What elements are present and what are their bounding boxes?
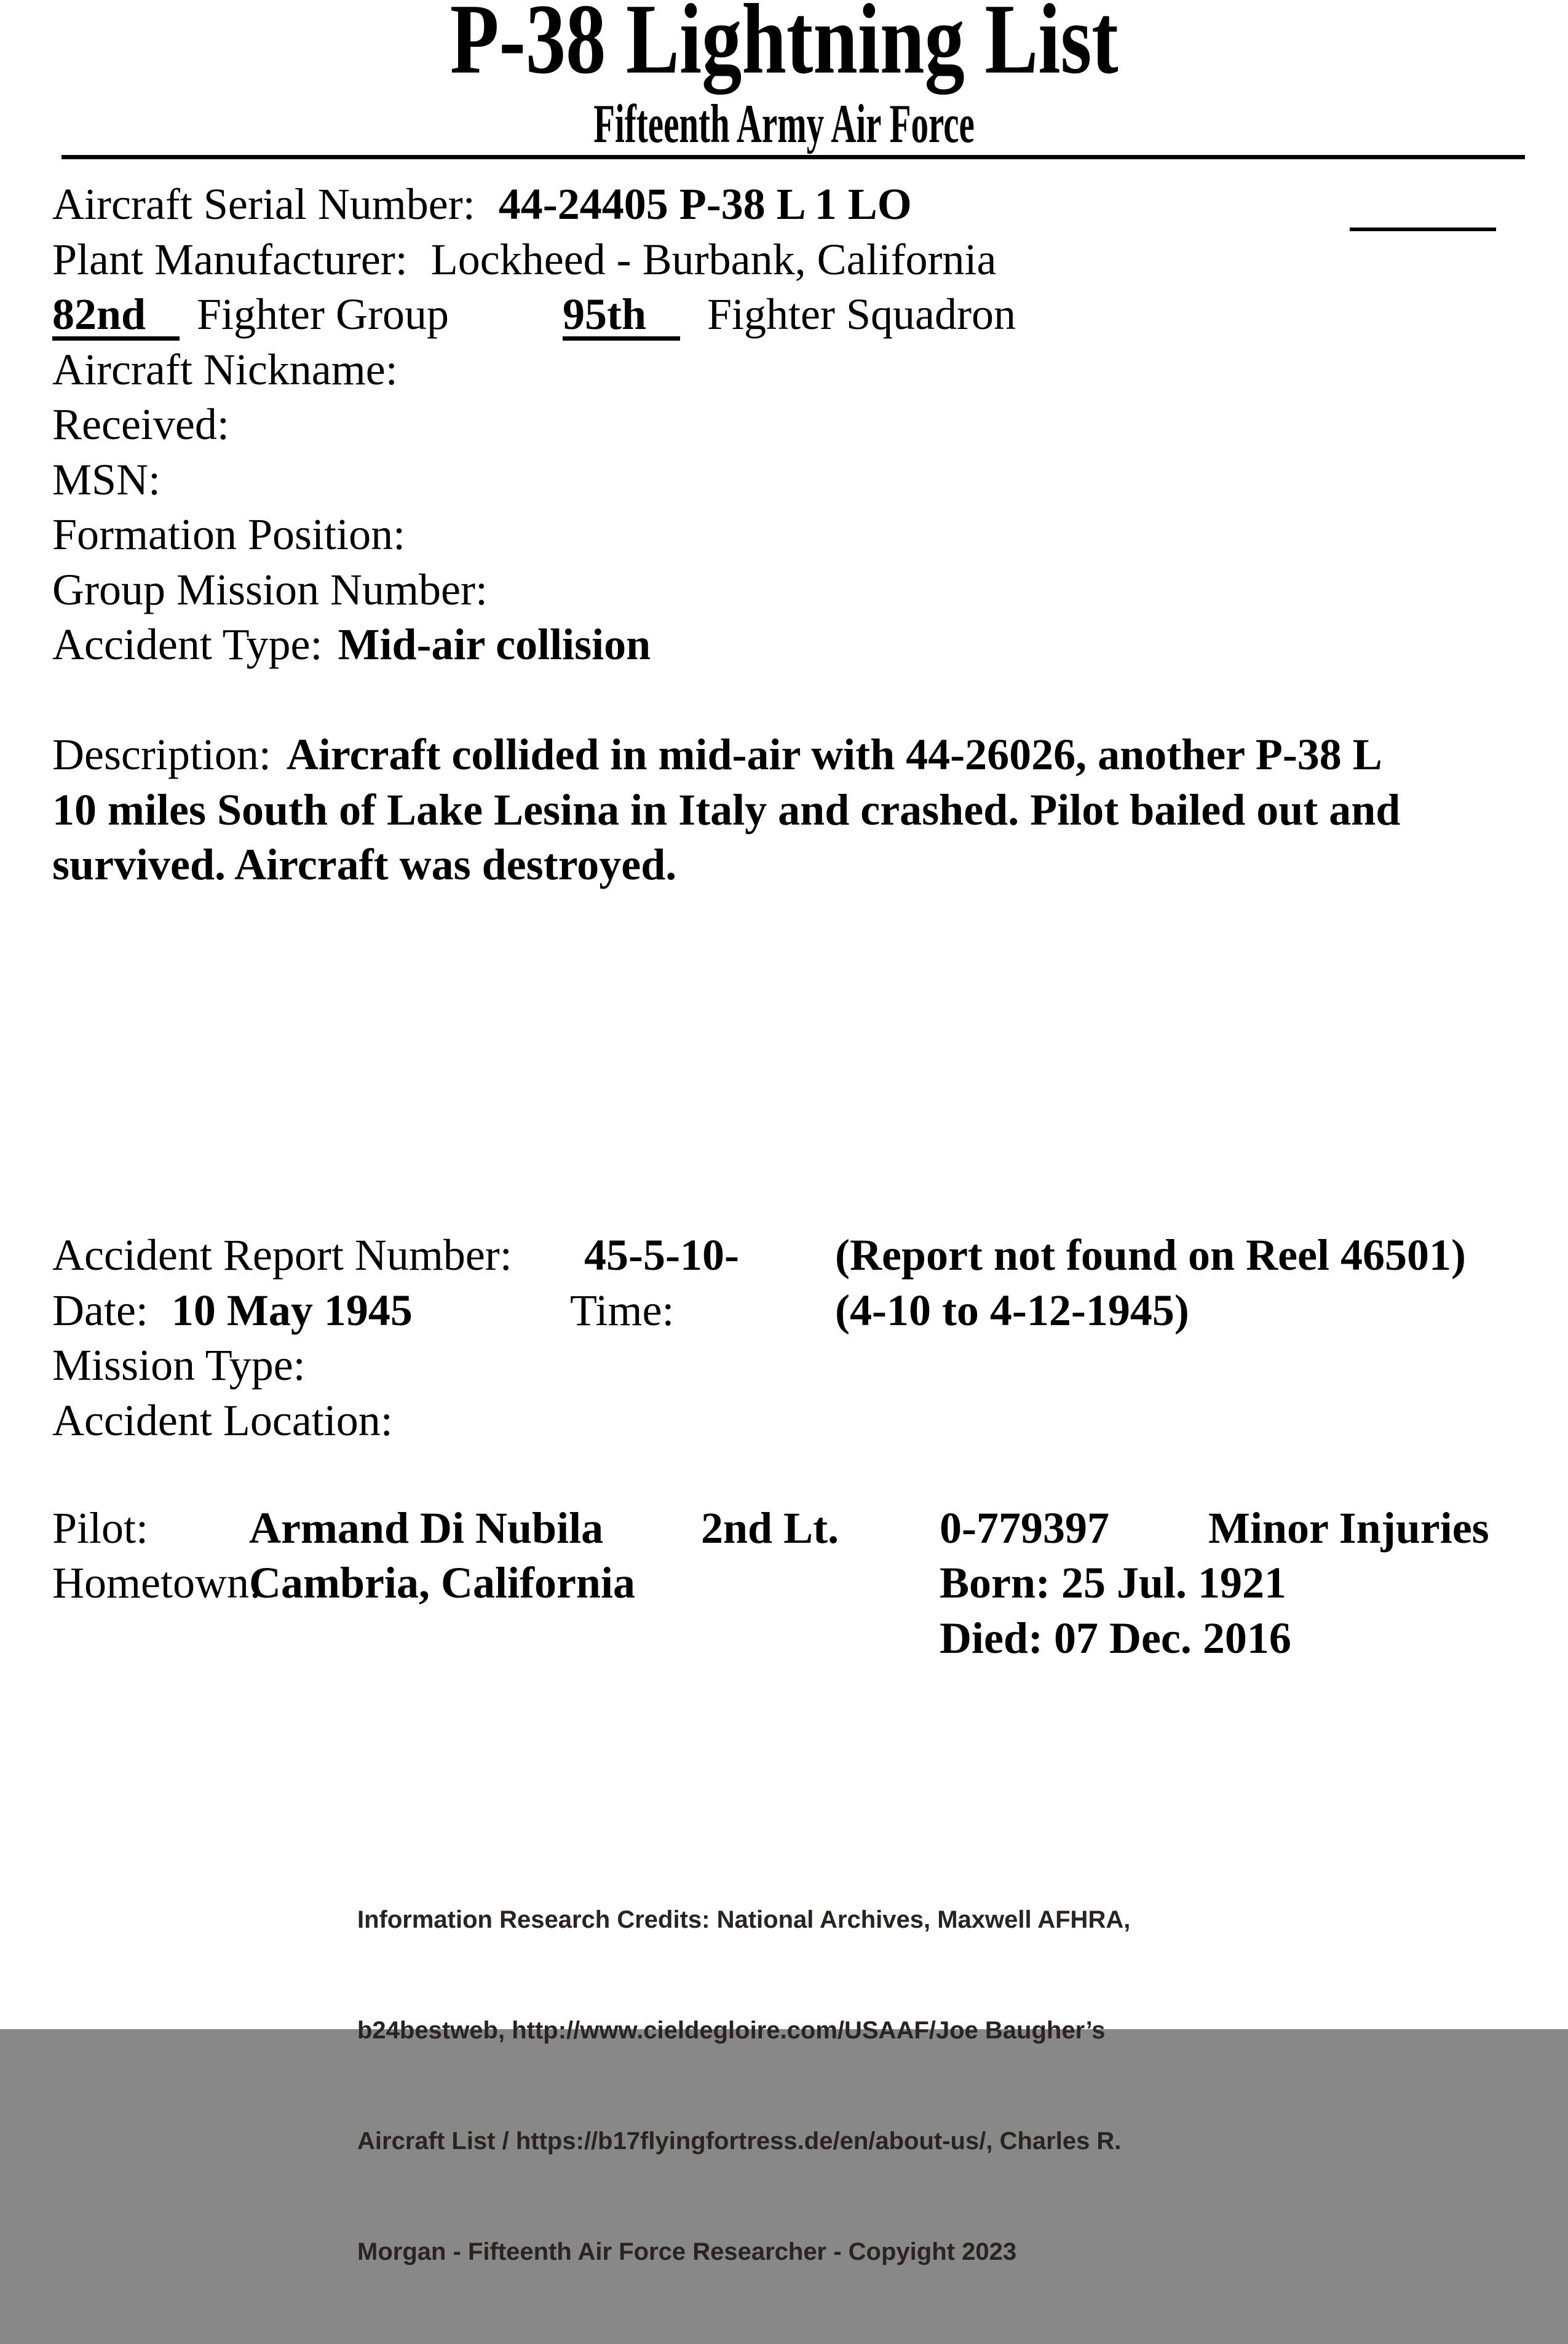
fighter-squadron-label: Fighter Squadron bbox=[707, 290, 1016, 339]
date-segment bbox=[52, 1286, 413, 1335]
page-subtitle: Fifteenth Army Air Force bbox=[593, 94, 975, 154]
blank-fill-line bbox=[1350, 228, 1496, 231]
header-divider bbox=[61, 155, 1525, 159]
group-mission-number-label: Group Mission Number: bbox=[52, 565, 488, 614]
received-label: Received: bbox=[52, 400, 229, 449]
header bbox=[0, 0, 1568, 95]
pilot-service-number: 0-779397 bbox=[940, 1503, 1109, 1553]
credits-line-4: Morgan - Fifteenth Air Force Researcher - Copyight 2023 bbox=[357, 2238, 1017, 2265]
description-line-1 bbox=[0, 732, 1568, 783]
date-label: Date: bbox=[52, 1286, 148, 1335]
aircraft-nickname-label: Aircraft Nickname: bbox=[52, 345, 398, 394]
credits-line-3: Aircraft List / https://b17flyingfortress.de/en/about-us/, Charles R. bbox=[357, 2128, 1122, 2155]
time-label: Time: bbox=[570, 1286, 675, 1335]
description-line-2 bbox=[0, 785, 1568, 838]
fighter-group-label: Fighter Group bbox=[197, 290, 449, 339]
accident-location-label: Accident Location: bbox=[52, 1396, 393, 1445]
hometown-value: Cambria, California bbox=[249, 1558, 635, 1607]
date-value: 10 May 1945 bbox=[171, 1286, 413, 1335]
field-group-squadron bbox=[0, 292, 1568, 342]
accident-type-segment bbox=[52, 622, 651, 667]
pilot-injury-status: Minor Injuries bbox=[1208, 1503, 1489, 1553]
field-aircraft-serial bbox=[0, 182, 1568, 232]
hometown-label: Hometown: bbox=[52, 1558, 261, 1607]
pilot-born: Born: 25 Jul. 1921 bbox=[940, 1558, 1287, 1607]
accident-report-note: (Report not found on Reel 46501) bbox=[835, 1230, 1466, 1280]
accident-type-label: Accident Type: bbox=[52, 620, 323, 669]
accident-type-value: Mid-air collision bbox=[338, 620, 651, 669]
fighter-group-number: 82nd bbox=[52, 292, 180, 341]
msn-label: MSN: bbox=[52, 455, 161, 504]
field-accident-type bbox=[0, 622, 1568, 673]
description-label: Description: bbox=[52, 730, 271, 779]
plant-segment bbox=[52, 237, 996, 282]
description-segment bbox=[52, 732, 1382, 777]
field-received bbox=[0, 402, 1568, 453]
pilot-label: Pilot: bbox=[52, 1503, 149, 1553]
aircraft-serial-label: Aircraft Serial Number: bbox=[52, 180, 475, 229]
pilot-died: Died: 07 Dec. 2016 bbox=[940, 1613, 1291, 1663]
description-text-2: 10 miles South of Lake Lesina in Italy and crashed. Pilot bailed out and bbox=[52, 785, 1401, 834]
description-line-3 bbox=[0, 842, 1568, 893]
plant-label: Plant Manufacturer: bbox=[52, 235, 408, 284]
field-group-mission-number bbox=[0, 565, 1568, 618]
field-accident-location bbox=[0, 1398, 1568, 1449]
field-formation-position bbox=[0, 512, 1568, 563]
aircraft-serial-segment bbox=[52, 180, 912, 229]
aircraft-serial-value: 44-24405 P-38 L 1 LO bbox=[498, 180, 912, 229]
field-msn bbox=[0, 457, 1568, 508]
accident-report-number-value: 45-5-10- bbox=[584, 1230, 739, 1280]
pilot-rank: 2nd Lt. bbox=[701, 1503, 839, 1553]
time-note: (4-10 to 4-12-1945) bbox=[835, 1286, 1189, 1335]
page-title: P-38 Lightning List bbox=[449, 0, 1119, 95]
field-date-time bbox=[0, 1288, 1568, 1339]
field-pilot bbox=[0, 1503, 1568, 1556]
credits-line-1: Information Research Credits: National Archives, Maxwell AFHRA, bbox=[357, 1906, 1131, 1933]
field-plant-manufacturer bbox=[0, 237, 1568, 288]
description-text-3: survived. Aircraft was destroyed. bbox=[52, 840, 677, 889]
mission-type-label: Mission Type: bbox=[52, 1340, 306, 1390]
formation-position-label: Formation Position: bbox=[52, 510, 406, 559]
plant-value: Lockheed - Burbank, California bbox=[430, 235, 997, 284]
credits-block bbox=[357, 1827, 1130, 2344]
field-aircraft-nickname bbox=[0, 347, 1568, 398]
fighter-squadron-number: 95th bbox=[563, 292, 680, 341]
description-text-1: Aircraft collided in mid-air with 44-26026, another P-38 L bbox=[286, 730, 1382, 779]
accident-report-number-label: Accident Report Number: bbox=[52, 1230, 512, 1280]
credits-line-2: b24bestweb, http://www.cieldegloire.com/USAAF/Joe Baugher’s bbox=[357, 2017, 1106, 2044]
field-hometown-born bbox=[0, 1558, 1568, 1611]
subheader bbox=[0, 94, 1568, 154]
field-died bbox=[0, 1613, 1568, 1666]
pilot-name: Armand Di Nubila bbox=[249, 1503, 604, 1553]
field-accident-report-number bbox=[0, 1230, 1568, 1283]
field-mission-type bbox=[0, 1340, 1568, 1393]
